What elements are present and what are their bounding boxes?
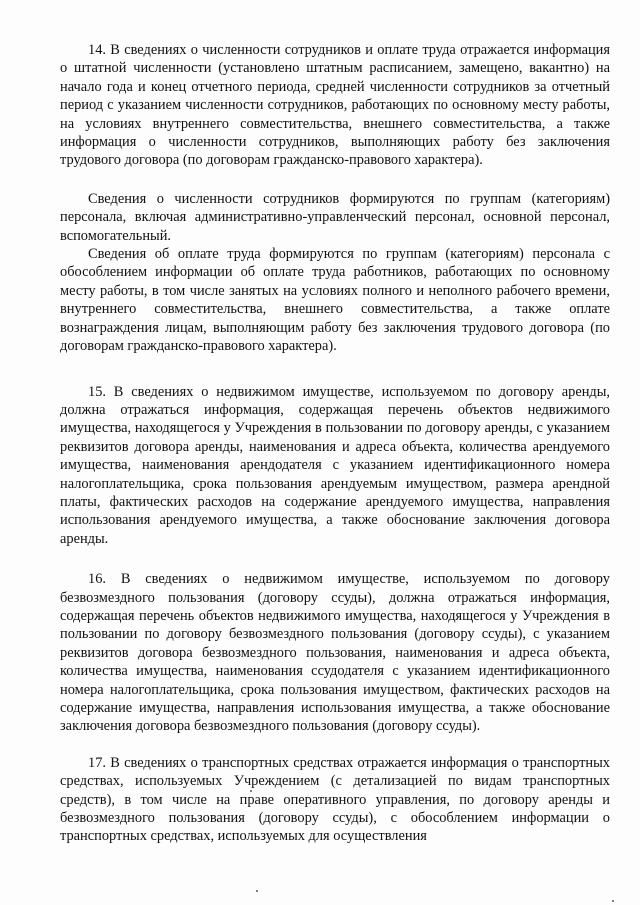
paragraph-17: 17. В сведениях о транспортных средствах отражается информация о транспортных средствах, используемых Учреждением (с детализацией по видам транспортных средств), в том числе на праве оперативного управления, по договору аренды и безвозмездного пользования (договору ссуды), с обособлением информации о транспортных средствах, используемых для осуществления (60, 754, 610, 845)
paragraph-staff-count-groups: Сведения о численности сотрудников формируются по группам (категориям) персонала, включая административно-управленческий персонал, основной персонал, вспомогательный. (60, 190, 610, 244)
paragraph-16: 16. В сведениях о недвижимом имуществе, используемом по договору безвозмездного пользования (договору ссуды), должна отражаться информация, содержащая перечень объектов недвижимого имущества, находящегося у Учреждения в пользовании по договору безвозмездного пользования (договору ссуды), с указанием реквизитов договора безвозмездного пользования, наименования и адреса объекта, количества имущества, наименования ссудодателя с указанием идентификационного номера налогоплательщика, срока пользования имуществом, фактических расходов на содержание имущества, направления использования имущества, а также обоснование заключения договора безвозмездного пользования (договору ссуды). (60, 571, 610, 735)
scan-speck (612, 900, 614, 902)
document-body (60, 41, 610, 846)
scan-speck (250, 790, 252, 792)
scan-speck (256, 890, 258, 892)
paragraph-15: 15. В сведениях о недвижимом имуществе, используемом по договору аренды, должна отражаться информация, содержащая перечень объектов недвижимого имущества, находящегося у Учреждения в пользовании по договору аренды, с указанием реквизитов договора аренды, наименования и адреса объекта, количества арендуемого имущества, наименования арендодателя с указанием идентификационного номера налогоплательщика, срока пользования арендуемым имуществом, размера арендной платы, фактических расходов на содержание арендуемого имущества, направления использования арендуемого имущества, а также обоснование заключения договора аренды. (60, 383, 610, 547)
paragraph-payroll-groups: Сведения об оплате труда формируются по группам (категориям) персонала с обособлением информации об оплате труда работников, работающих по основному месту работы, в том числе занятых на условиях полного и неполного рабочего времени, внутреннего совместительства, внешнего совместительства, а также оплате вознаграждения лицам, выполняющим работу без заключения трудового договора (по договорам гражданско-правового характера). (60, 246, 610, 355)
paragraph-14: 14. В сведениях о численности сотрудников и оплате труда отражается информация о штатной численности (установлено штатным расписанием, замещено, вакантно) на начало года и конец отчетного периода, средней численности сотрудников за отчетный период с указанием численности сотрудников, работающих по основному месту работы, на условиях внутреннего совместительства, внешнего совместительства, а также информация о численности сотрудников, выполняющих работу без заключения трудового договора (по договорам гражданско-правового характера). (60, 42, 610, 169)
